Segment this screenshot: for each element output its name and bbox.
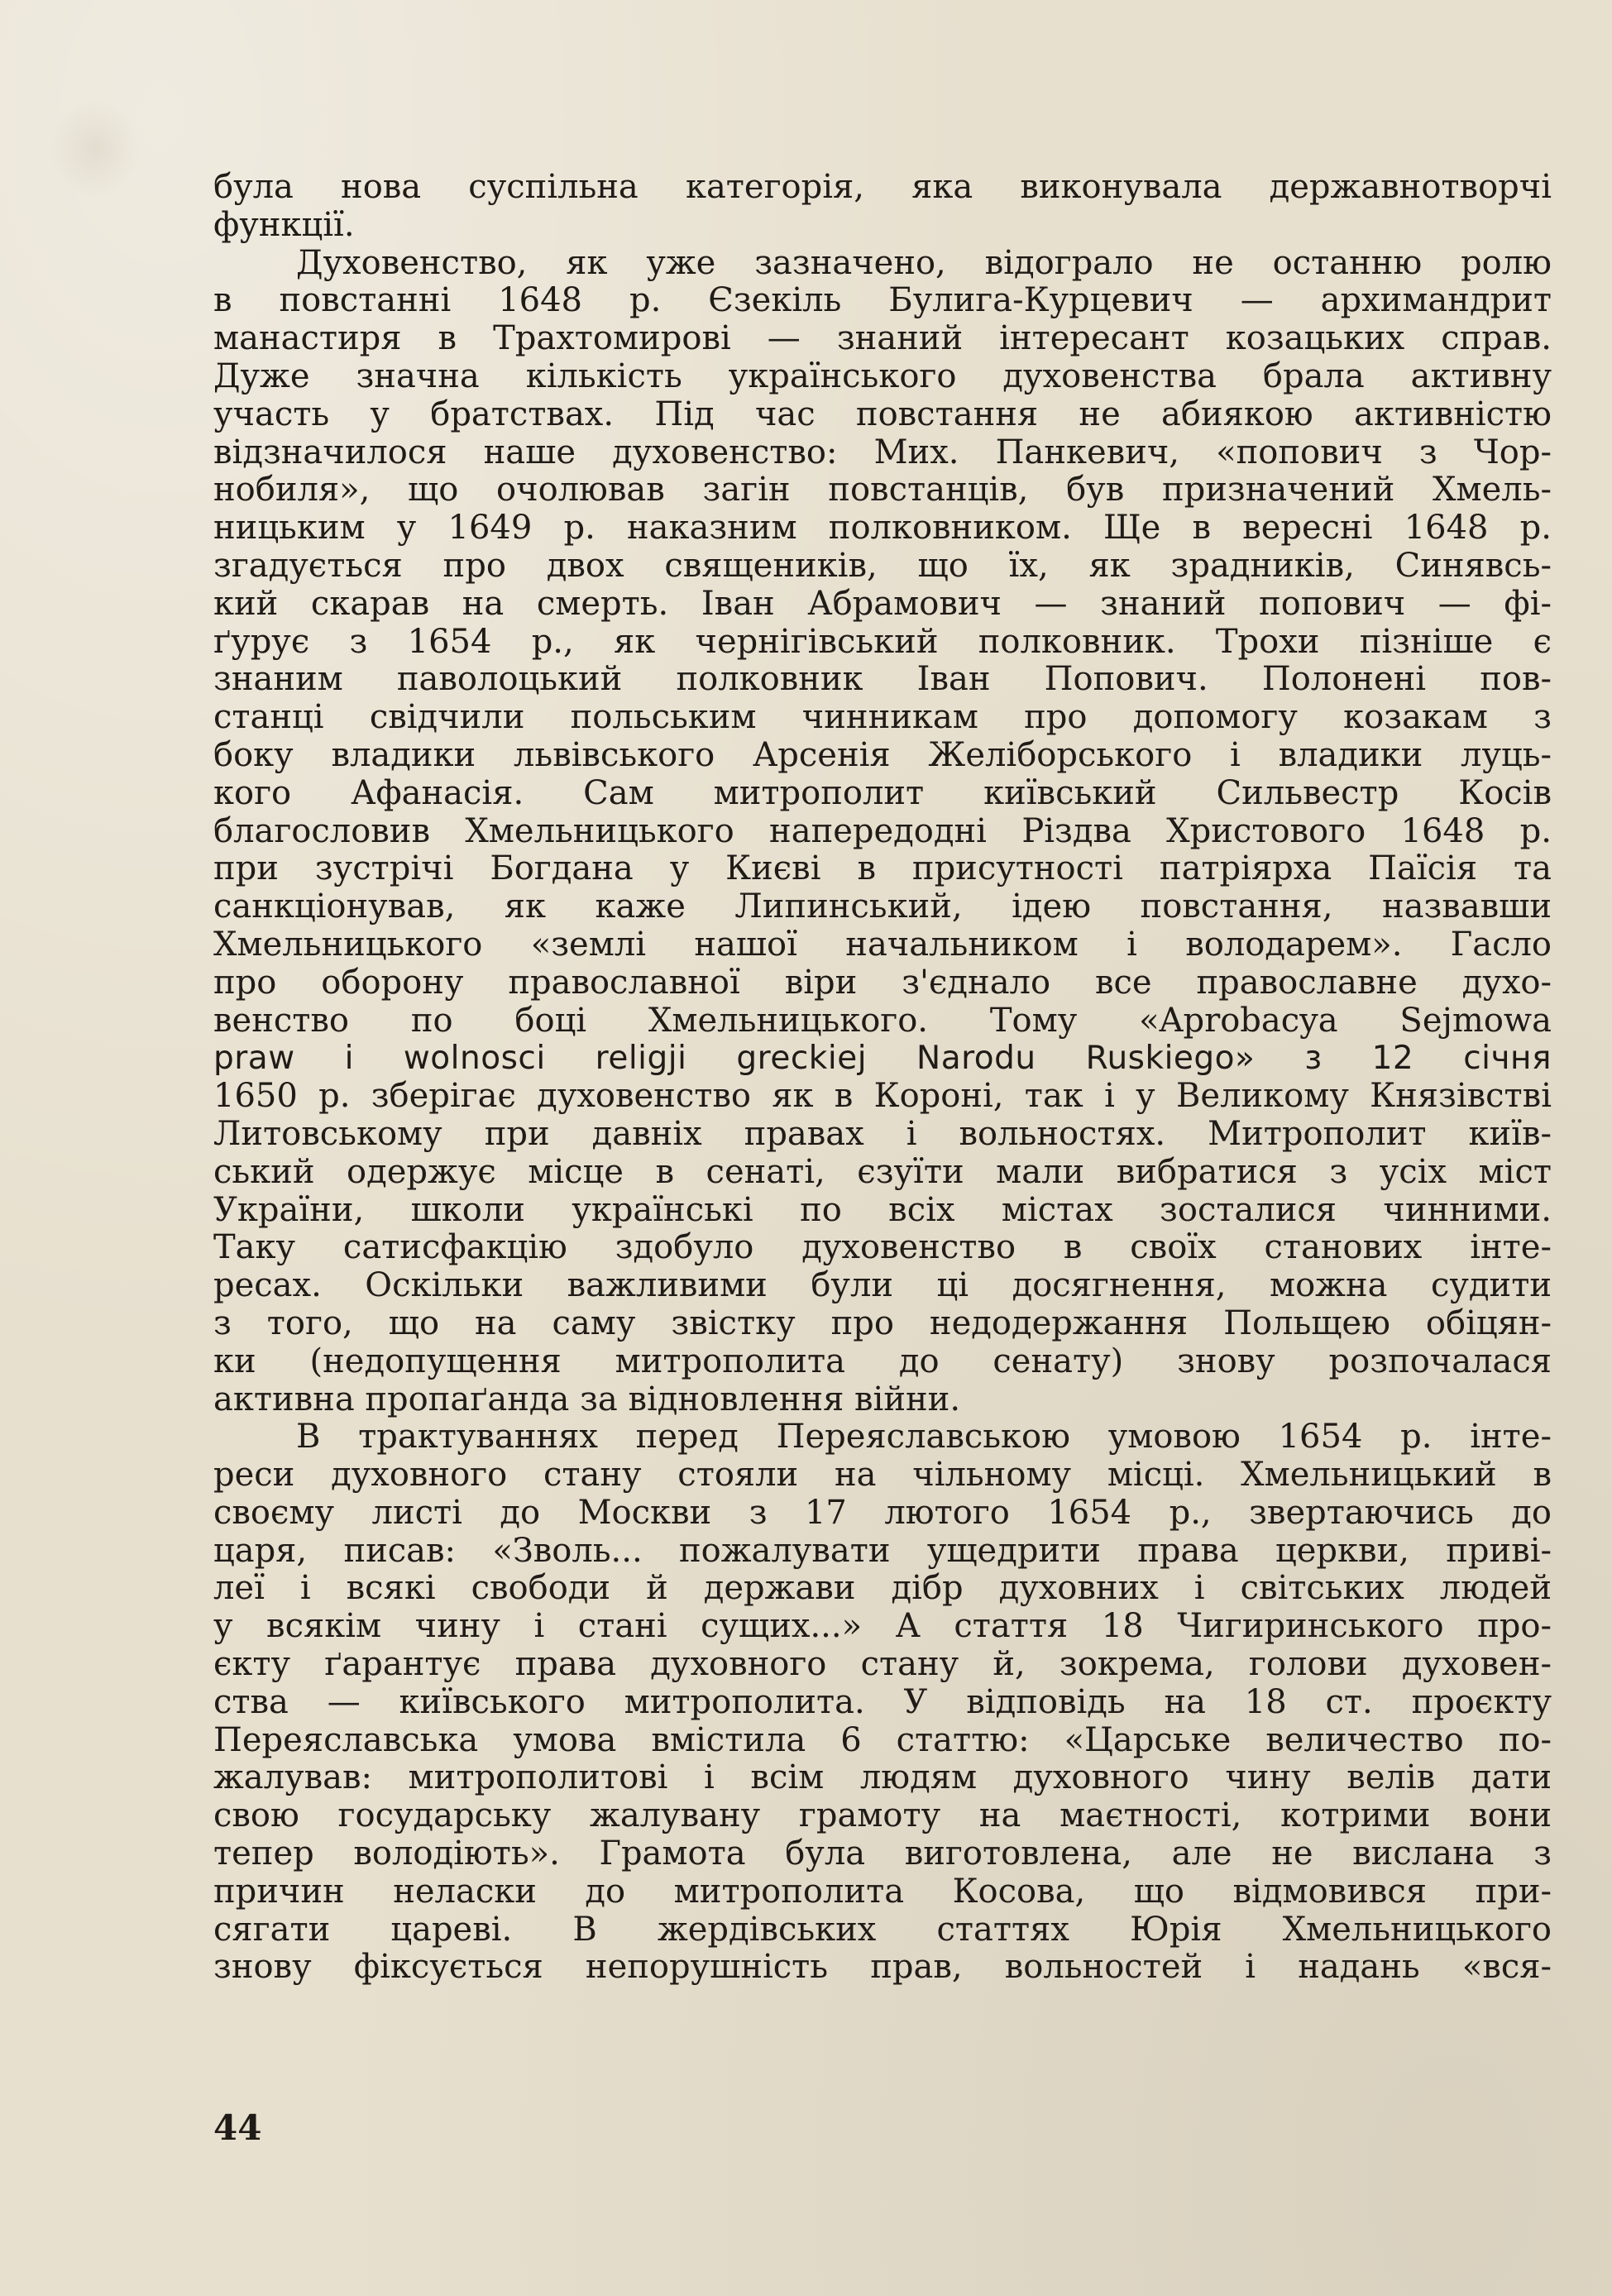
text-line: була нова суспільна категорія, яка виконувала державнотворчі: [213, 168, 1552, 206]
text-line: функції.: [213, 205, 355, 244]
text-line: у всякім чину і стані сущих...» А стаття 18 Чигиринського про-: [213, 1607, 1552, 1646]
text-line: ства — київського митрополита. У відповідь на 18 ст. проєкту: [213, 1682, 1552, 1721]
text-line: участь у братствах. Під час повстання не абиякою активністю: [213, 395, 1552, 433]
text-line: єкту ґарантує права духовного стану й, зокрема, голови духовен-: [213, 1645, 1552, 1684]
text-line: з того, що на саму звістку про недодержання Польщею обіцян-: [213, 1303, 1552, 1342]
text-line: ський одержує місце в сенаті, єзуїти мали вибратися з усіх міст: [213, 1152, 1552, 1191]
text-line: відзначилося наше духовенство: Мих. Панкевич, «попович з Чор-: [213, 433, 1552, 471]
text-line: санкціонував, як каже Липинський, ідею повстання, назвавши: [213, 887, 1552, 926]
text-line: жалував: митрополитові і всім людям духовного чину велів дати: [213, 1758, 1552, 1797]
text-line: станці свідчили польським чинникам про допомогу козакам з: [213, 698, 1552, 737]
text-line: нобиля», що очолював загін повстанців, був призначений Хмель-: [213, 471, 1552, 509]
text-line: боку владики львівського Арсенія Желіборського і владики луць-: [213, 735, 1552, 774]
text-line: при зустрічі Богдана у Києві в присутності патріярха Паїсія та: [213, 849, 1552, 888]
text-line: сягати цареві. В жердівських статтях Юрія Хмельницького: [213, 1910, 1552, 1949]
text-line: причин неласки до митрополита Косова, що відмовився при-: [213, 1872, 1552, 1911]
text-line: свою государську жалувану грамоту на маєтності, котрими вони: [213, 1796, 1552, 1835]
text-line: ресах. Оскільки важливими були ці досягнення, можна судити: [213, 1266, 1552, 1305]
text-line: ки (недопущення митрополита до сенату) знову розпочалася: [213, 1342, 1552, 1380]
text-line: манастиря в Трахтомирові — знаний інтересант козацьких справ.: [213, 319, 1552, 358]
paragraph-start-line: Духовенство, як уже зазначено, відограло не останню ролю: [296, 243, 1552, 282]
text-line: царя, писав: «Зволь... пожалувати ущедрити права церкви, приві-: [213, 1531, 1552, 1570]
text-line: ґурує з 1654 р., як чернігівський полковник. Трохи пізніше є: [213, 622, 1552, 661]
text-line: своєму листі до Москви з 17 лютого 1654 р., звертаючись до: [213, 1493, 1552, 1532]
text-line: про оборону православної віри з'єднало все православне духо-: [213, 963, 1552, 1002]
text-line: венство по боці Хмельницького. Тому «Aprobacya Sejmowa: [213, 1001, 1552, 1040]
body-text: [213, 169, 1552, 1987]
text-line: леї і всякі свободи й держави дібр духовних і світських людей: [213, 1569, 1552, 1608]
text-line: тепер володіють». Грамота була виготовлена, але не вислана з: [213, 1834, 1552, 1873]
text-line: реси духовного стану стояли на чільному місці. Хмельницький в: [213, 1456, 1552, 1495]
text-line: Переяславська умова вмістила 6 статтю: «Царське величество по-: [213, 1720, 1552, 1759]
page-number: 44: [213, 2107, 262, 2148]
text-line: Дуже значна кількість українського духовенства брала активну: [213, 356, 1552, 395]
text-line: згадується про двох священиків, що їх, як зрадників, Синявсь-: [213, 546, 1552, 585]
text-line: України, школи українські по всіх містах зосталися чинними.: [213, 1190, 1552, 1229]
text-line: Таку сатисфакцію здобуло духовенство в своїх станових інте-: [213, 1228, 1552, 1267]
text-line: знову фіксується непорушність прав, вольностей і надань «вся-: [213, 1948, 1552, 1987]
text-line: кий скарав на смерть. Іван Абрамович — знаний попович — фі-: [213, 584, 1552, 623]
text-line: Литовському при давніх правах і вольностях. Митрополит київ-: [213, 1114, 1552, 1153]
page-smudge: [50, 99, 141, 199]
text-line: в повстанні 1648 р. Єзекіль Булига-Курцевич — архимандрит: [213, 281, 1552, 320]
text-line: благословив Хмельницького напередодні Різдва Христового 1648 р.: [213, 811, 1552, 850]
text-line: кого Афанасія. Сам митрополит київський Сильвестр Косів: [213, 773, 1552, 812]
text-line: знаним паволоцький полковник Іван Попович. Полонені пов-: [213, 660, 1552, 699]
text-line: активна пропаґанда за відновлення війни.: [213, 1380, 961, 1418]
text-line: Хмельницького «землі нашої начальником і володарем». Гасло: [213, 925, 1552, 964]
paragraph-start-line: В трактуваннях перед Переяславською умовою 1654 р. інте-: [296, 1418, 1552, 1457]
latin-quote-line: praw i wolnosci religji greckiej Narodu Ruskiego» з 12 січня: [213, 1040, 1552, 1078]
text-line: ницьким у 1649 р. наказним полковником. Ще в вересні 1648 р.: [213, 509, 1552, 548]
text-line: 1650 р. зберігає духовенство як в Короні, так і у Великому Князівстві: [213, 1077, 1552, 1116]
